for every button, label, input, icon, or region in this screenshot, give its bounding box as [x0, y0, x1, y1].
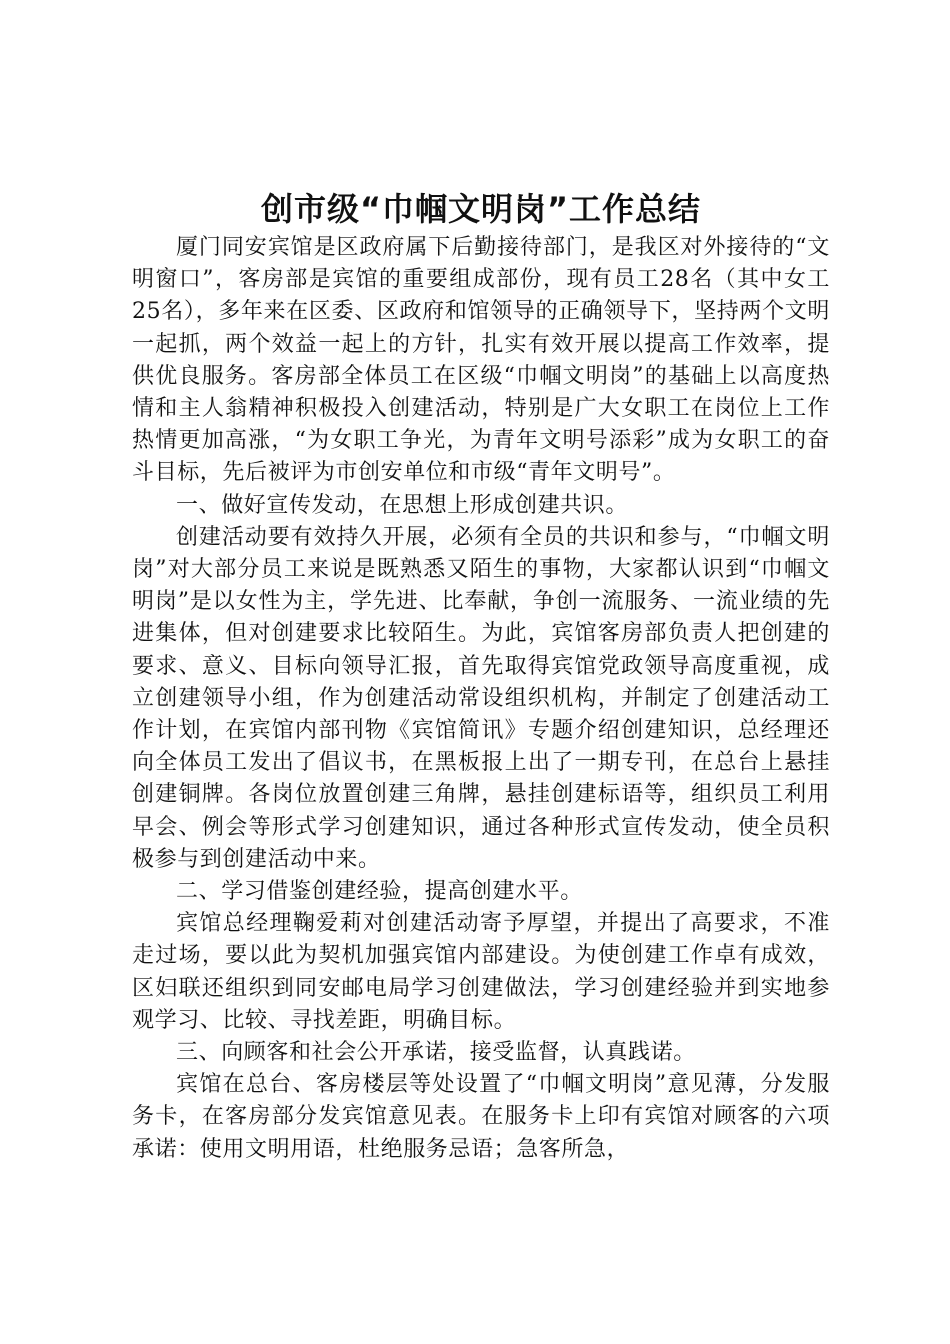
section-paragraph-2: 宾馆总经理鞠爱莉对创建活动寄予厚望，并提出了高要求，不准走过场，要以此为契机加强宾馆内部建设。为使创建工作卓有成效，区妇联还组织到同安邮电局学习创建做法，学习创建经验并到实地参观学习、比较、寻找差距，明确目标。 — [132, 911, 830, 1033]
document-body — [132, 186, 830, 1166]
intro-paragraph: 厦门同安宾馆是区政府属下后勤接待部门，是我区对外接待的“文明窗口”，客房部是宾馆的重要组成部份，现有员工28名（其中女工25名），多年来在区委、区政府和馆领导的正确领导下，坚持两个文明一起抓，两个效益一起上的方针，扎实有效开展以提高工作效率，提供优良服务。客房部全体员工在区级“巾帼文明岗”的基础上以高度热情和主人翁精神积极投入创建活动，特别是广大女职工在岗位上工作热情更加高涨，“为女职工争光，为青年文明号添彩”成为女职工的奋斗目标，先后被评为市创安单位和市级“青年文明号”。 — [132, 235, 830, 486]
section-heading-3: 三、向顾客和社会公开承诺，接受监督，认真践诺。 — [176, 1040, 696, 1066]
section-paragraph-1: 创建活动要有效持久开展，必须有全员的共识和参与，“巾帼文明岗”对大部分员工来说是既熟悉又陌生的事物，大家都认识到“巾帼文明岗”是以女性为主，学先进、比奉献，争创一流服务、一流业绩的先进集体，但对创建要求比较陌生。为此，宾馆客房部负责人把创建的要求、意义、目标向领导汇报，首先取得宾馆党政领导高度重视，成立创建领导小组，作为创建活动常设组织机构，并制定了创建活动工作计划，在宾馆内部刊物《宾馆简讯》专题介绍创建知识，总经理还向全体员工发出了倡议书，在黑板报上出了一期专刊，在总台上悬挂创建铜牌。各岗位放置创建三角牌，悬挂创建标语等，组织员工利用早会、例会等形式学习创建知识，通过各种形式宣传发动，使全员积极参与到创建活动中来。 — [132, 524, 830, 872]
section-heading-2: 二、学习借鉴创建经验，提高创建水平。 — [176, 879, 583, 905]
document-title: 创市级“巾帼文明岗”工作总结 — [260, 190, 702, 228]
section-paragraph-3: 宾馆在总台、客房楼层等处设置了“巾帼文明岗”意见薄，分发服务卡，在客房部分发宾馆意见表。在服务卡上印有宾馆对顾客的六项承诺：使用文明用语，杜绝服务忌语；急客所急， — [132, 1072, 830, 1162]
section-heading-1: 一、做好宣传发动，在思想上形成创建共识。 — [176, 492, 629, 518]
